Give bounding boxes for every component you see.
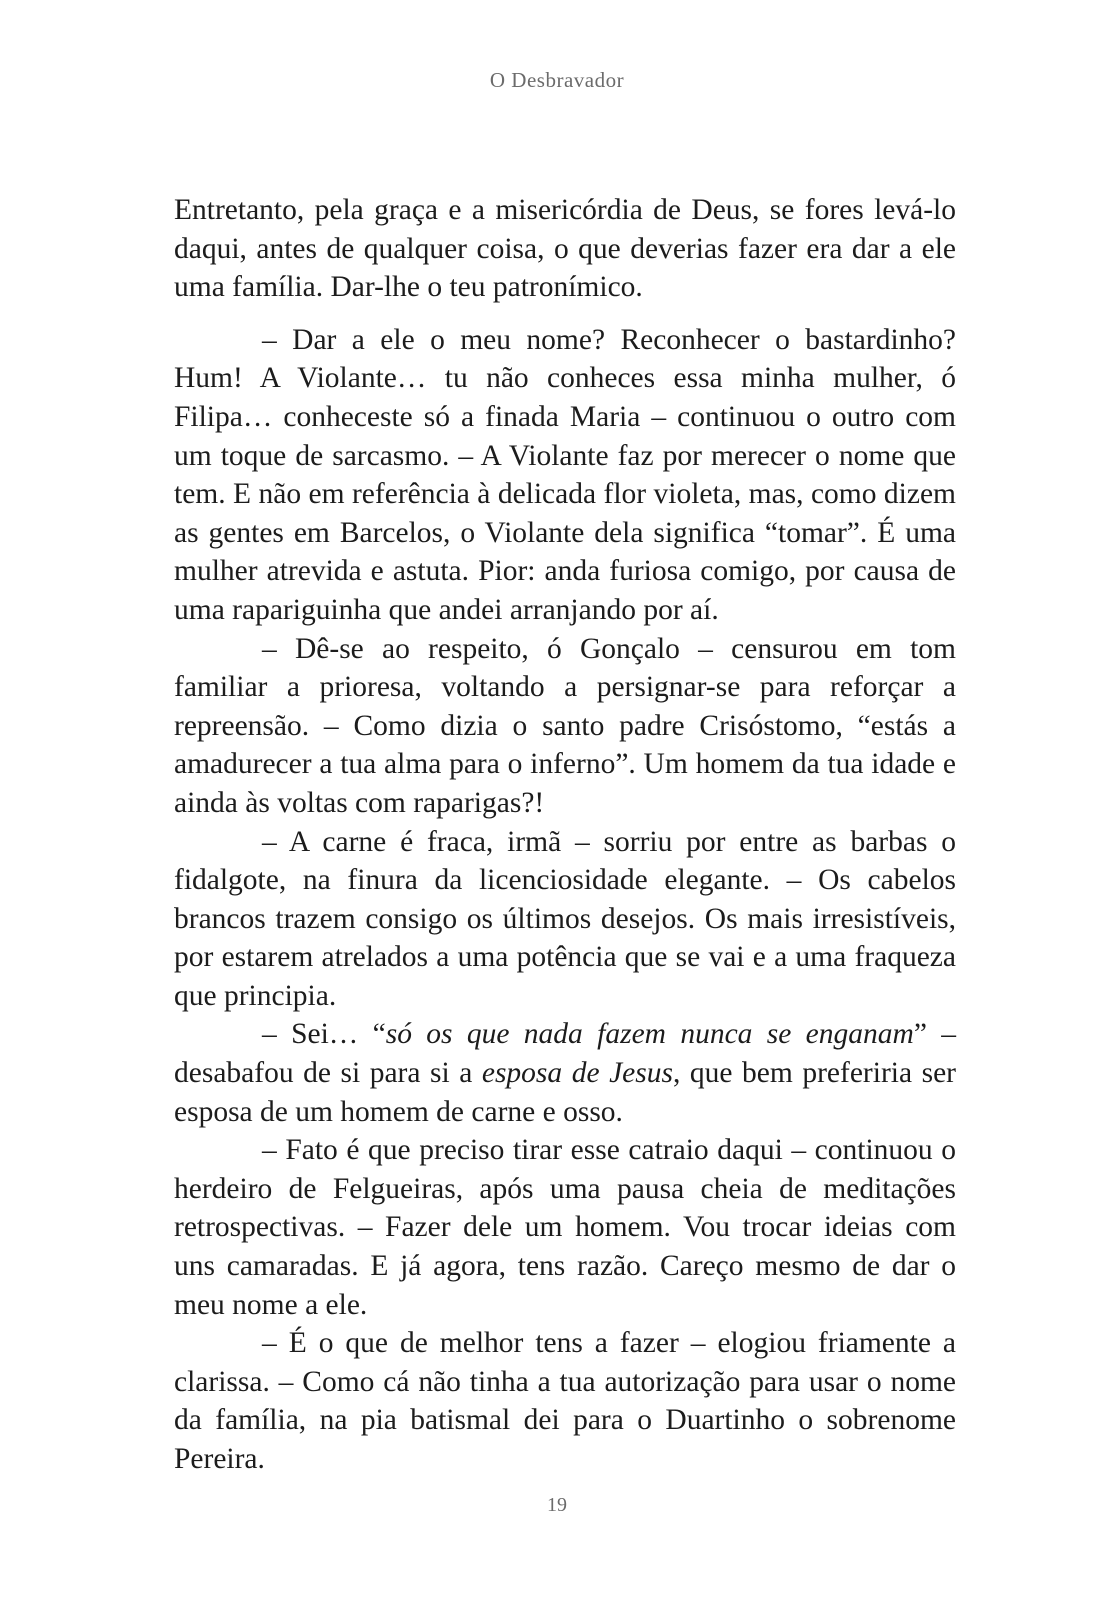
paragraph: – É o que de melhor tens a fazer – elogiou friamente a clarissa. – Como cá não tinha a tua autorização para usar o nome da família, na pia batismal dei para o Duartinho o sobrenome Pereira. [174, 1327, 956, 1475]
paragraph: – A carne é fraca, irmã – sorriu por entre as barbas o fidalgote, na finura da licenciosidade elegante. – Os cabelos brancos trazem consigo os últimos desejos. Os mais irresistíveis, por estarem atrelados a uma potência que se vai e a uma fraqueza que principia. [174, 825, 956, 1012]
paragraph: – Fato é que preciso tirar esse catraio daqui – continuou o herdeiro de Felgueiras, após uma pausa cheia de meditações retrospectivas. – Fazer dele um homem. Vou trocar ideias com uns camaradas. E já agora, tens razão. Careço mesmo de dar o meu nome a ele. [174, 1134, 956, 1321]
body-text [174, 191, 956, 1479]
paragraph: – Dê-se ao respeito, ó Gonçalo – censurou em tom familiar a prioresa, voltando a persignar-se para reforçar a repreensão. – Como dizia o santo padre Crisóstomo, “estás a amadurecer a tua alma para o inferno”. Um homem da tua idade e ainda às voltas com raparigas?! [174, 632, 956, 819]
running-head: O Desbravador [489, 68, 625, 92]
italic-quote: só os que nada fazem nunca se enganam [385, 1018, 914, 1051]
paragraph: Entretanto, pela graça e a misericórdia de Deus, se fores levá-lo daqui, antes de qualquer coisa, o que deverias fazer era dar a ele uma família. Dar-lhe o teu patronímico. [174, 194, 956, 304]
paragraph: – Sei… “só os que nada fazem nunca se enganam” – desabafou de si para si a esposa de Jesus, que bem preferiria ser esposa de um homem de carne e osso. [174, 1018, 957, 1128]
paragraph: – Dar a ele o meu nome? Reconhecer o bastardinho? Hum! A Violante… tu não conheces essa minha mulher, ó Filipa… conheceste só a finada Maria – continuou o outro com um toque de sarcasmo. – A Violante faz por merecer o nome que tem. E não em referência à delicada flor violeta, mas, como dizem as gentes em Barcelos, o Violante dela significa “tomar”. É uma mulher atrevida e astuta. Pior: anda furiosa comigo, por causa de uma rapariguinha que andei arranjando por aí. [174, 323, 956, 626]
page-number: 19 [547, 1494, 567, 1516]
italic-phrase: esposa de Jesus [481, 1057, 673, 1090]
